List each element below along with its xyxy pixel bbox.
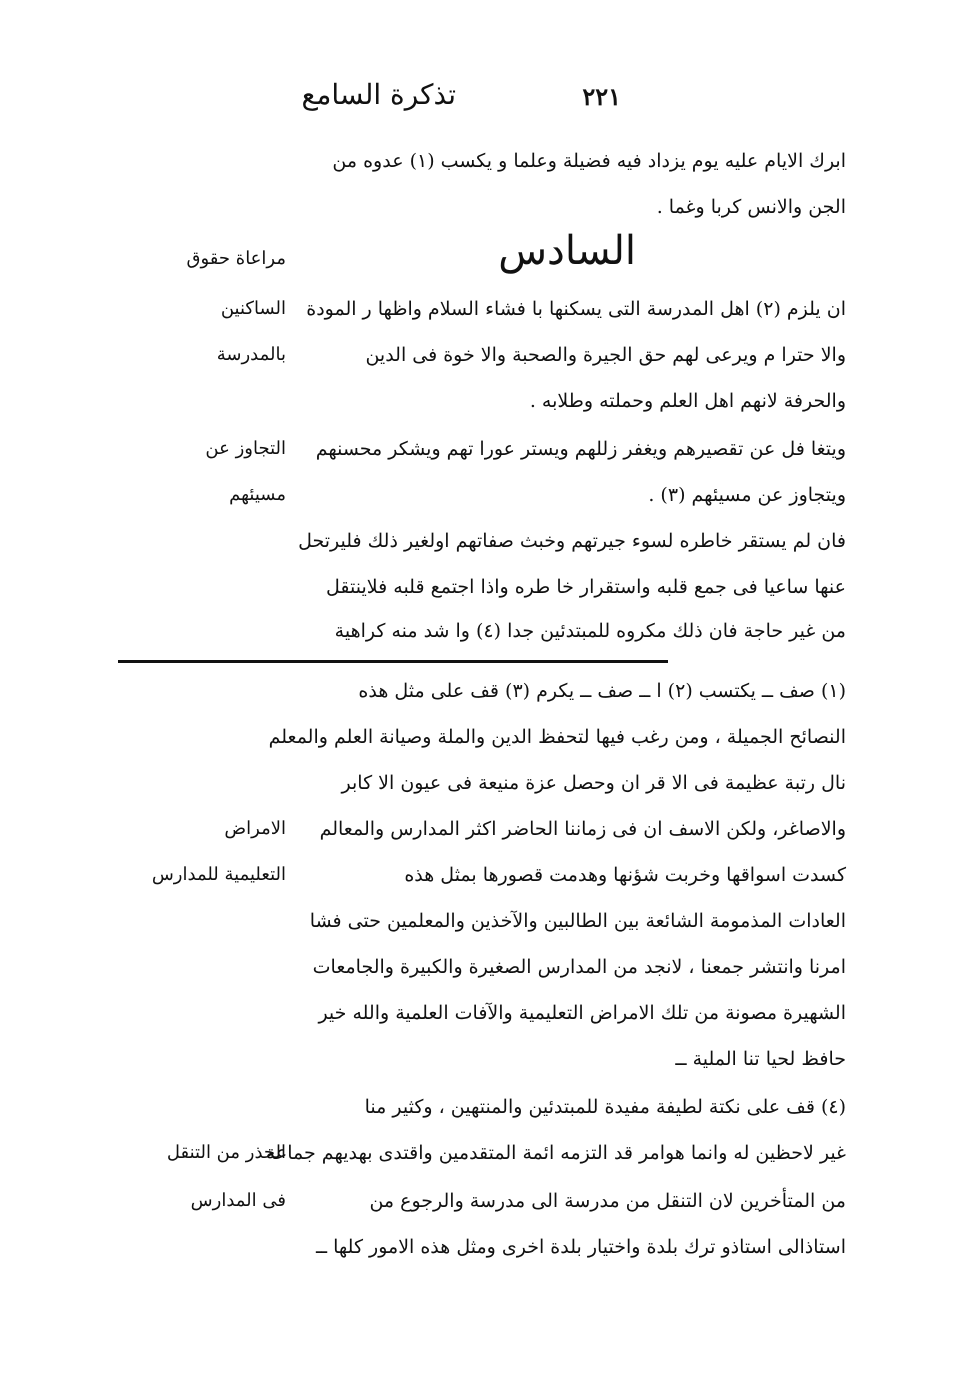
footnote-line: (١) صف ــ يكتسب (٢) ا ــ صف ــ يكرم (٣) قف على مثل هذه	[358, 680, 846, 702]
footnote-line: والاصاغر، ولكن الاسف ان فى زماننا الحاضر اكثر المدارس والمعالم	[319, 818, 846, 840]
footnote-line: غير لاحظين له وانما هوامر قد التزمه ائمة المتقدمين واقتدى بهديهم جماعة	[265, 1142, 846, 1164]
body-line: فان لم يستقر خاطره لسوء جيرتهم وخبث صفاتهم اولغير ذلك فليرتحل	[298, 530, 846, 552]
body-line: ان يلزم (٢) اهل المدرسة التى يسكنها با فشاء السلام واظها ر المودة	[306, 298, 846, 320]
margin-note: فى المدارس	[190, 1190, 286, 1211]
body-line: من غير حاجة فان ذلك مكروه للمبتدئين جدا (٤) وا شد منه كراهية	[334, 620, 846, 642]
margin-note: التجاوز عن	[205, 438, 286, 459]
page-number: ٢٢١	[582, 82, 621, 111]
footnote-line: من المتأخرين لان التنقل من مدرسة الى مدرسة والرجوع من	[369, 1190, 846, 1212]
footnote-line: (٤) قف على نكتة لطيفة مفيدة للمبتدئين والمنتهين ، وكثير منا	[364, 1096, 846, 1118]
body-line: والا حترا م ويرعى لهم حق الجيرة والصحبة والا خوة فى الدين	[365, 344, 846, 366]
body-line: عنها ساعيا فى جمع قلبه واستقرار خا طره واذا اجتمع قلبه فلاينتقل	[326, 576, 846, 598]
footnote-line: استاذالى استاذو ترك بلدة واختيار بلدة اخرى ومثل هذه الامور كلها ــ	[315, 1236, 846, 1258]
margin-note: الامراض	[224, 818, 286, 839]
footnote-line: حافظ لحيا تنا الملية ــ	[675, 1048, 846, 1070]
body-line: ويتجاوز عن مسيئهم (٣) .	[648, 484, 846, 506]
intro-line: الجن والانس كربا وغما .	[656, 196, 846, 218]
body-line: ويتغا فل عن تقصيرهم ويغفر زللهم ويستر عورا تهم ويشكر محسنهم	[315, 438, 846, 460]
footnote-line: النصائح الجميلة ، ومن رغب فيها لتحفظ الدين والملة وصيانة العلم والمعلم	[268, 726, 846, 748]
margin-note: مراعاة حقوق	[186, 248, 286, 269]
body-line: والحرفة لانهم اهل العلم وحملته وطلابه .	[529, 390, 846, 412]
margin-note: التعليمية للمدارس	[151, 864, 286, 885]
footnote-line: نال رتبة عظيمة فى الا قر ان وحصل عزة منيعة فى عيون الا كابر	[341, 772, 846, 794]
footnote-line: الشهيرة مصونة من تلك الامراض التعليمية والآفات العلمية والله خير	[318, 1002, 846, 1024]
footnote-divider	[118, 660, 668, 663]
margin-note: الساكنين	[220, 298, 286, 319]
intro-line: ابرك الايام عليه يوم يزداد فيه فضيلة وعلما و يكسب (١) عدوه من	[332, 150, 846, 172]
section-heading: السادس	[498, 228, 636, 274]
margin-note: مسيئهم	[229, 484, 286, 505]
footnote-line: العادات المذمومة الشائعة بين الطالبين والآخذين والمعلمين حتى فشا	[309, 910, 846, 932]
running-title: تذكرة السامع	[301, 78, 456, 111]
margin-note: بالمدرسة	[216, 344, 286, 365]
footnote-line: كسدت اسواقها وخربت شؤنها وهدمت قصورها بمثل هذه	[404, 864, 846, 886]
footnote-line: امرنا وانتشر جمعنا ، لانجد من المدارس الصغيرة والكبيرة والجامعات	[312, 956, 846, 978]
margin-note: الحذر من التنقل	[166, 1142, 286, 1163]
